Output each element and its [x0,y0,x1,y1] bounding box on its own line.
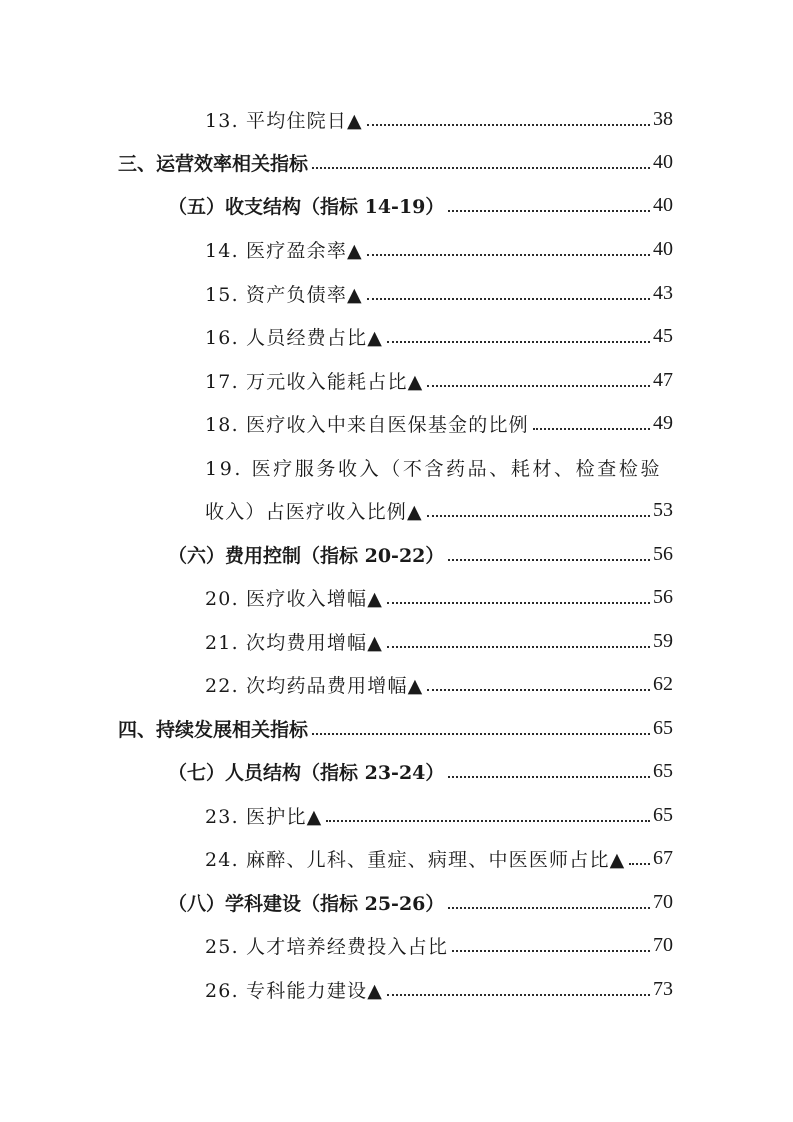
dot-leader [387,329,650,343]
toc-entry-title: 26. 专科能力建设▲ [205,979,384,1002]
toc-page-number: 73 [653,977,673,1000]
toc-entry-title: 23. 医护比▲ [205,805,323,828]
toc-entry-24[interactable] [205,843,673,873]
toc-entry-17[interactable] [205,365,673,395]
toc-entry-19-line-1[interactable] [205,452,673,482]
toc-entry-21[interactable] [205,626,673,656]
toc-entry-title: 20. 医疗收入增幅▲ [205,587,384,610]
toc-page-number: 38 [653,107,673,130]
toc-entry-title: 19. 医疗服务收入（不含药品、耗材、检查检验 [205,457,663,480]
dot-leader [427,373,650,387]
toc-page-number: 56 [653,585,673,608]
toc-page-number: 53 [653,498,673,521]
toc-section-title: 四、持续发展相关指标 [118,718,309,741]
dot-leader [367,286,650,300]
dot-leader [448,764,650,778]
dot-leader [387,634,650,648]
dot-leader [367,242,650,256]
dot-leader [452,938,650,952]
dot-leader [387,590,650,604]
dot-leader [533,416,650,430]
toc-entry-title: 24. 麻醉、儿科、重症、病理、中医医师占比▲ [205,848,626,871]
toc-page-number: 70 [653,890,673,913]
toc-page-number: 62 [653,672,673,695]
toc-entry-title: 13. 平均住院日▲ [205,109,363,132]
toc-page-number: 40 [653,193,673,216]
toc-entry-title: 14. 医疗盈余率▲ [205,239,363,262]
toc-section-title: 三、运营效率相关指标 [118,152,309,175]
toc-entry-25[interactable] [205,930,673,960]
dot-leader [427,503,650,517]
toc-entry-title: 25. 人才培养经费投入占比 [205,935,449,958]
toc-subsection-8[interactable] [168,887,673,917]
toc-page-number: 56 [653,542,673,565]
dot-leader [629,851,650,865]
toc-page-number: 40 [653,237,673,260]
dot-leader [312,155,650,169]
toc-entry-18[interactable] [205,408,673,438]
toc-entry-title-continued: 收入）占医疗收入比例▲ [205,500,423,523]
toc-page-number: 49 [653,411,673,434]
toc-page-number: 65 [653,803,673,826]
toc-entry-14[interactable] [205,234,673,264]
dot-leader [387,982,650,996]
dot-leader [367,112,650,126]
toc-entry-23[interactable] [205,800,673,830]
toc-entry-title: 18. 医疗收入中来自医保基金的比例 [205,413,529,436]
toc-subsection-5[interactable] [168,190,673,220]
toc-entry-title: 16. 人员经费占比▲ [205,326,384,349]
toc-entry-19-line-2[interactable] [205,495,673,525]
toc-entry-title: 17. 万元收入能耗占比▲ [205,370,424,393]
toc-page-number: 59 [653,629,673,652]
toc-section-4[interactable] [118,713,673,743]
dot-leader [326,808,650,822]
toc-subsection-title: （六）费用控制（指标 20-22） [168,544,445,567]
toc-subsection-title: （七）人员结构（指标 23-24） [168,761,445,784]
toc-entry-15[interactable] [205,278,673,308]
toc-subsection-7[interactable] [168,756,673,786]
toc-subsection-title: （五）收支结构（指标 14-19） [168,195,445,218]
toc-page-number: 67 [653,846,673,869]
toc-page-number: 47 [653,368,673,391]
toc-section-3[interactable] [118,147,673,177]
toc-entry-20[interactable] [205,582,673,612]
dot-leader [312,721,650,735]
toc-entry-title: 22. 次均药品费用增幅▲ [205,674,424,697]
toc-entry-13[interactable] [205,104,673,134]
toc-entry-title: 15. 资产负债率▲ [205,283,363,306]
toc-page-number: 65 [653,759,673,782]
toc-page-number: 45 [653,324,673,347]
dot-leader [448,547,650,561]
toc-entry-16[interactable] [205,321,673,351]
toc-page-number: 70 [653,933,673,956]
toc-page-number: 43 [653,281,673,304]
dot-leader [448,895,650,909]
toc-subsection-6[interactable] [168,539,673,569]
toc-subsection-title: （八）学科建设（指标 25-26） [168,892,445,915]
dot-leader [427,677,650,691]
toc-entry-22[interactable] [205,669,673,699]
toc-entry-26[interactable] [205,974,673,1004]
toc-entry-title: 21. 次均费用增幅▲ [205,631,384,654]
dot-leader [448,198,650,212]
toc-page-number: 40 [653,150,673,173]
toc-page-number: 65 [653,716,673,739]
